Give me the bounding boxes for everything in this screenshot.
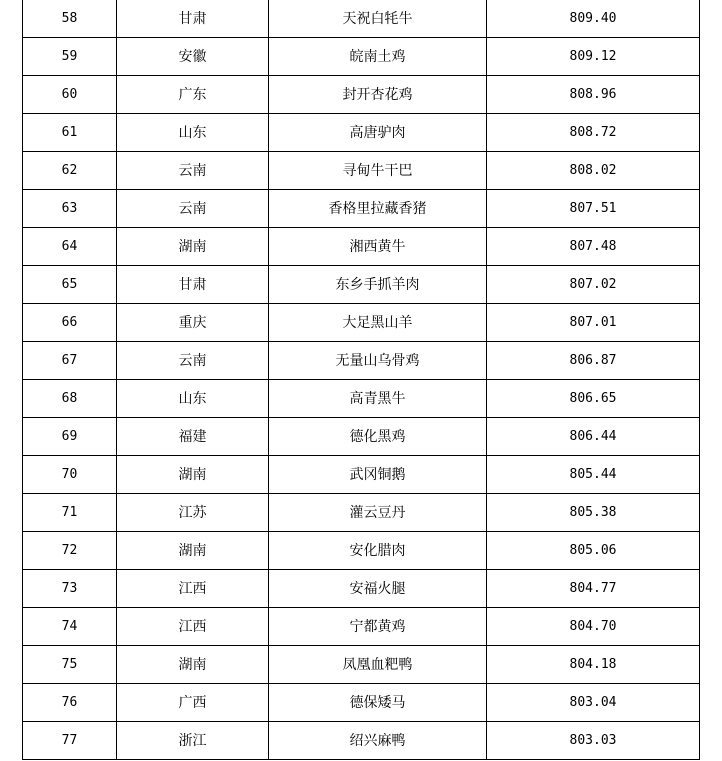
table-row bbox=[23, 114, 700, 152]
rank-cell: 70 bbox=[23, 456, 117, 494]
table-row bbox=[23, 38, 700, 76]
table-row bbox=[23, 152, 700, 190]
province-cell: 广东 bbox=[117, 76, 269, 114]
value-cell: 805.06 bbox=[487, 532, 700, 570]
value-cell: 807.01 bbox=[487, 304, 700, 342]
table-row bbox=[23, 570, 700, 608]
product-name-cell: 安福火腿 bbox=[269, 570, 487, 608]
value-cell: 805.44 bbox=[487, 456, 700, 494]
rank-cell: 75 bbox=[23, 646, 117, 684]
product-name-cell: 绍兴麻鸭 bbox=[269, 722, 487, 760]
rank-cell: 73 bbox=[23, 570, 117, 608]
value-cell: 807.48 bbox=[487, 228, 700, 266]
province-cell: 江苏 bbox=[117, 494, 269, 532]
rank-cell: 60 bbox=[23, 76, 117, 114]
product-name-cell: 东乡手抓羊肉 bbox=[269, 266, 487, 304]
province-cell: 云南 bbox=[117, 190, 269, 228]
product-name-cell: 香格里拉藏香猪 bbox=[269, 190, 487, 228]
value-cell: 806.87 bbox=[487, 342, 700, 380]
product-name-cell: 皖南土鸡 bbox=[269, 38, 487, 76]
rank-cell: 69 bbox=[23, 418, 117, 456]
value-cell: 804.18 bbox=[487, 646, 700, 684]
product-name-cell: 天祝白牦牛 bbox=[269, 0, 487, 38]
table-row bbox=[23, 380, 700, 418]
value-cell: 803.03 bbox=[487, 722, 700, 760]
province-cell: 山东 bbox=[117, 114, 269, 152]
value-cell: 808.02 bbox=[487, 152, 700, 190]
value-cell: 804.70 bbox=[487, 608, 700, 646]
product-name-cell: 德保矮马 bbox=[269, 684, 487, 722]
rank-cell: 76 bbox=[23, 684, 117, 722]
product-name-cell: 大足黑山羊 bbox=[269, 304, 487, 342]
product-name-cell: 宁都黄鸡 bbox=[269, 608, 487, 646]
product-name-cell: 封开杏花鸡 bbox=[269, 76, 487, 114]
product-name-cell: 德化黑鸡 bbox=[269, 418, 487, 456]
table-row bbox=[23, 608, 700, 646]
product-name-cell: 武冈铜鹅 bbox=[269, 456, 487, 494]
value-cell: 806.44 bbox=[487, 418, 700, 456]
table-row bbox=[23, 0, 700, 38]
product-name-cell: 灌云豆丹 bbox=[269, 494, 487, 532]
ranking-table-body bbox=[23, 0, 700, 760]
value-cell: 808.72 bbox=[487, 114, 700, 152]
table-row bbox=[23, 684, 700, 722]
value-cell: 804.77 bbox=[487, 570, 700, 608]
rank-cell: 61 bbox=[23, 114, 117, 152]
ranking-table bbox=[22, 0, 700, 760]
table-row bbox=[23, 456, 700, 494]
rank-cell: 62 bbox=[23, 152, 117, 190]
province-cell: 江西 bbox=[117, 608, 269, 646]
table-row bbox=[23, 418, 700, 456]
product-name-cell: 高唐驴肉 bbox=[269, 114, 487, 152]
rank-cell: 59 bbox=[23, 38, 117, 76]
product-name-cell: 安化腊肉 bbox=[269, 532, 487, 570]
value-cell: 808.96 bbox=[487, 76, 700, 114]
table-row bbox=[23, 494, 700, 532]
province-cell: 山东 bbox=[117, 380, 269, 418]
rank-cell: 71 bbox=[23, 494, 117, 532]
table-row bbox=[23, 76, 700, 114]
value-cell: 806.65 bbox=[487, 380, 700, 418]
province-cell: 甘肃 bbox=[117, 0, 269, 38]
province-cell: 江西 bbox=[117, 570, 269, 608]
rank-cell: 65 bbox=[23, 266, 117, 304]
rank-cell: 72 bbox=[23, 532, 117, 570]
province-cell: 重庆 bbox=[117, 304, 269, 342]
province-cell: 云南 bbox=[117, 342, 269, 380]
rank-cell: 63 bbox=[23, 190, 117, 228]
value-cell: 807.02 bbox=[487, 266, 700, 304]
rank-cell: 64 bbox=[23, 228, 117, 266]
value-cell: 803.04 bbox=[487, 684, 700, 722]
table-row bbox=[23, 228, 700, 266]
rank-cell: 77 bbox=[23, 722, 117, 760]
table-row bbox=[23, 342, 700, 380]
product-name-cell: 寻甸牛干巴 bbox=[269, 152, 487, 190]
product-name-cell: 高青黑牛 bbox=[269, 380, 487, 418]
product-name-cell: 凤凰血粑鸭 bbox=[269, 646, 487, 684]
table-row bbox=[23, 722, 700, 760]
value-cell: 809.12 bbox=[487, 38, 700, 76]
province-cell: 甘肃 bbox=[117, 266, 269, 304]
province-cell: 安徽 bbox=[117, 38, 269, 76]
rank-cell: 58 bbox=[23, 0, 117, 38]
value-cell: 805.38 bbox=[487, 494, 700, 532]
rank-cell: 67 bbox=[23, 342, 117, 380]
province-cell: 湖南 bbox=[117, 456, 269, 494]
rank-cell: 66 bbox=[23, 304, 117, 342]
product-name-cell: 无量山乌骨鸡 bbox=[269, 342, 487, 380]
province-cell: 云南 bbox=[117, 152, 269, 190]
rank-cell: 68 bbox=[23, 380, 117, 418]
table-row bbox=[23, 266, 700, 304]
value-cell: 807.51 bbox=[487, 190, 700, 228]
table-row bbox=[23, 646, 700, 684]
province-cell: 浙江 bbox=[117, 722, 269, 760]
table-row bbox=[23, 304, 700, 342]
province-cell: 福建 bbox=[117, 418, 269, 456]
province-cell: 湖南 bbox=[117, 228, 269, 266]
table-row bbox=[23, 190, 700, 228]
rank-cell: 74 bbox=[23, 608, 117, 646]
province-cell: 湖南 bbox=[117, 532, 269, 570]
product-name-cell: 湘西黄牛 bbox=[269, 228, 487, 266]
province-cell: 广西 bbox=[117, 684, 269, 722]
province-cell: 湖南 bbox=[117, 646, 269, 684]
value-cell: 809.40 bbox=[487, 0, 700, 38]
table-row bbox=[23, 532, 700, 570]
